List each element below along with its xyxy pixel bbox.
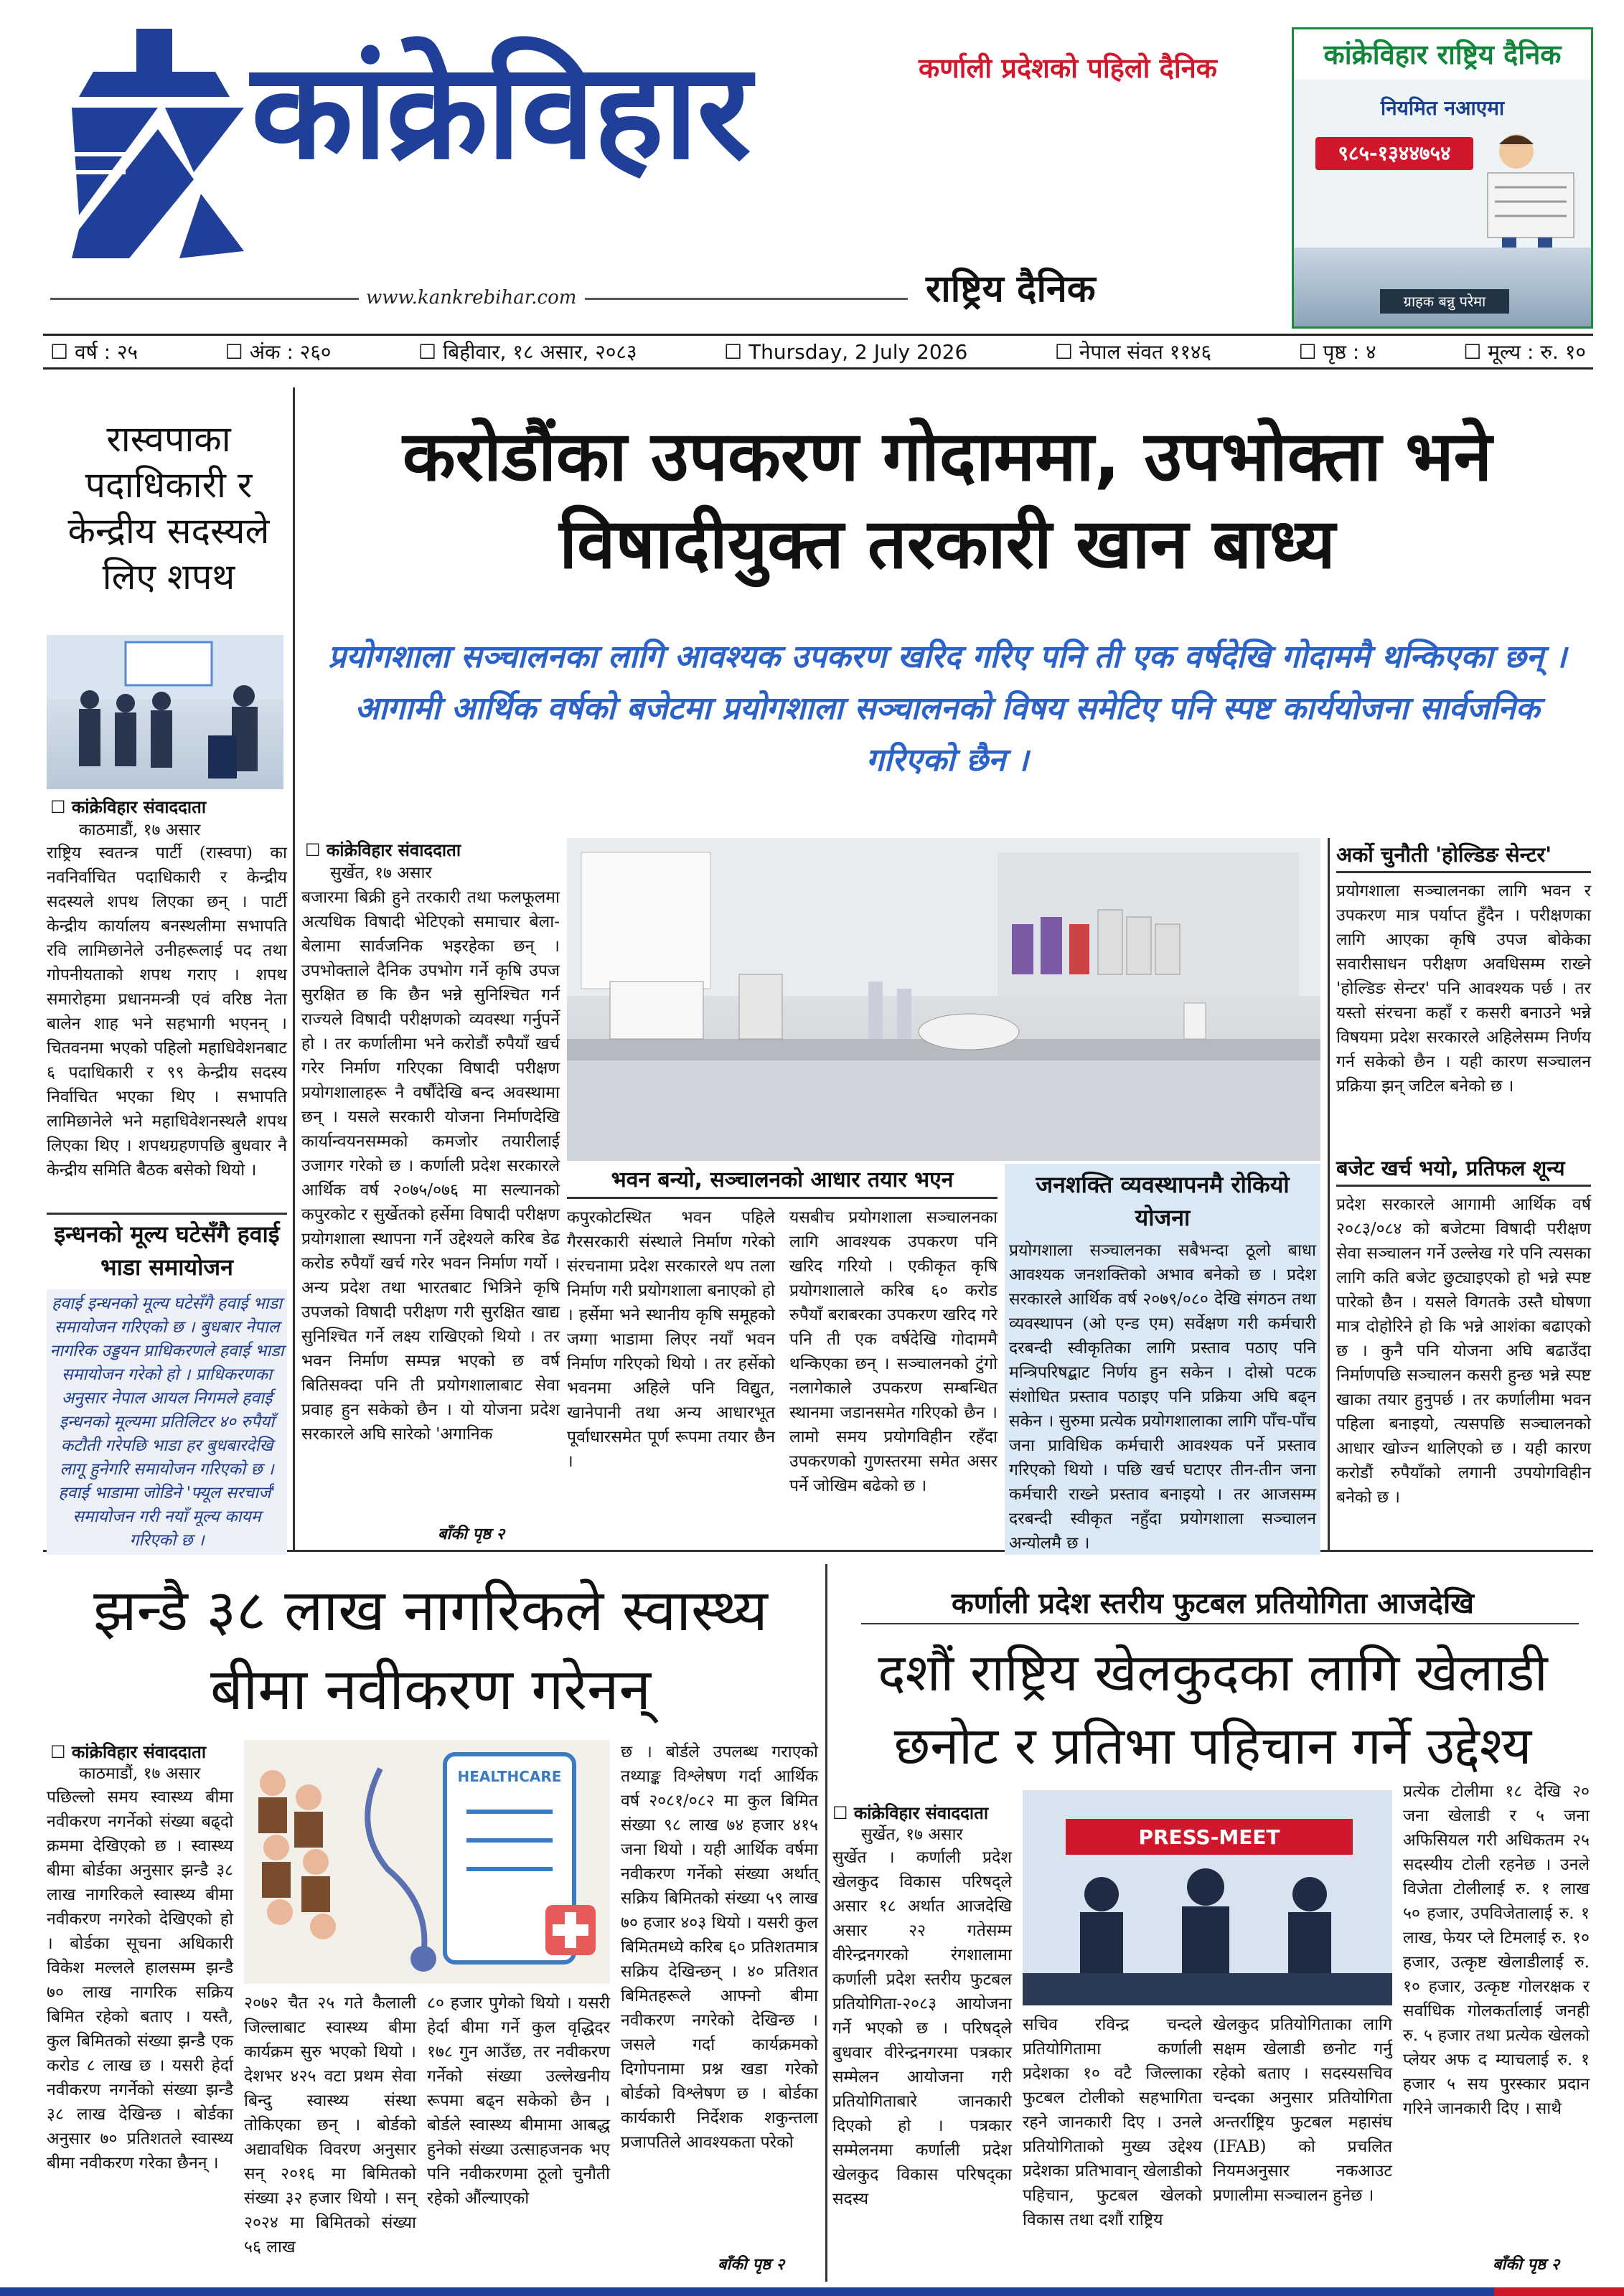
football-dateline: सुर्खेत, १७ असार [861, 1825, 963, 1844]
insurance-dateline: काठमाडौं, १७ असार [79, 1764, 201, 1783]
building-box-col1: कपुरकोटस्थित भवन पहिले गैरसरकारी संस्थाले निर्माण गरेको संरचनामा प्रदेश सरकारले थप तला निर्माण गरी प्रयोगशाला बनाएको हो । हर्सेमा भने स्थानीय कृषि समूहको जग्गा भाडामा लिएर नयाँ भवन निर्माण गरिएको थियो । तर हर्सेको भवनमा अहिले पनि विद्युत, खानेपानी तथा अन्य आधारभूत पूर्वाधारसमेत पूर्ण रूपमा तयार छैन । [567, 1208, 775, 1471]
lead-intro: प्रयोगशाला सञ्चालनका लागि आवश्यक उपकरण खरिद गरिए पनि ती एक वर्षदेखि गोदाममै थन्किएका छन् । आगामी आर्थिक वर्षको बजेटमा प्रयोगशाला सञ्चालनको विषय समेटिए पनि स्पष्ट कार्ययोजना सार्वजनिक गरिएको छैन । [328, 639, 1567, 778]
divider [861, 1623, 1579, 1624]
press-meet-banner: PRESS-MEET [1138, 1825, 1280, 1849]
football-column-4: प्रत्येक टोलीमा १८ देखि २० जना खेलाडी र ५ जना अफिसियल गरी अधिकतम २५ सदस्यीय टोली रहनेछ । उनले विजेता टोलीलाई रु. १ लाख ५० हजार, उपविजेतालाई रु. १ लाख, फेयर प्ले टिमलाई रु. १० हजार, उत्कृष्ट खेलाडीलाई रु. १० हजार, उत्कृष्ट गोलरक्षक र सर्वाधिक गोलकर्तालाई जनही रु. ५ हजार तथा प्रत्येक खेलको प्लेयर अफ द म्याचलाई रु. १ हजार ५ सय पुरस्कार प्रदान गरिने जानकारी दिए । साथै [1403, 1782, 1590, 2118]
ad-subtitle: नियमित नआएमा [1380, 96, 1505, 120]
column-divider [293, 387, 295, 1550]
laboratory-photo [567, 838, 1320, 1161]
budget-box [1336, 1152, 1591, 1550]
issue-info-bar [43, 334, 1593, 370]
masthead-subtitle: राष्ट्रिय दैनिक [926, 268, 1096, 311]
football-continued[interactable]: बाँकी पृष्ठ २ [1493, 2256, 1560, 2274]
football-kicker: कर्णाली प्रदेश स्तरीय फुटबल प्रतियोगिता आजदेखि [952, 1587, 1474, 1620]
masthead-name: कांक्रेविहार [251, 34, 750, 189]
fuel-box-body: हवाई इन्धनको मूल्य घटेसँगै हवाई भाडा समायोजन गरिएको छ । बुधबार नेपाल नागरिक उड्डयन प्राधिकरणले हवाई भाडा समायोजन गरेको हो । प्राधिकरणका अनुसार नेपाल आयल निगमले हवाई इन्धनको मूल्यमा प्रतिलिटर ४० रुपैयाँ कटौती गरेपछि भाडा हर बुधबारदेखि लागू हुनेगरि समायोजन गरिएको छ । हवाई भाडामा जोडिने 'फ्यूल सरचार्ज' समायोजन गरी नयाँ मूल्य कायम गरिएको छ । [47, 1289, 287, 1555]
insurance-column-4: छ । बोर्डले उपलब्ध गराएको तथ्याङ्क विश्लेषण गर्दा आर्थिक वर्ष २०८१/०८२ मा कुल बिमित संख्या ९८ लाख ७४ हजार ४१५ जना थियो । यही आर्थिक वर्षमा नवीकरण गर्नेको संख्या अर्थात् सक्रिय बिमितको संख्या ५९ लाख ७० हजार ४०३ थियो । यसरी कुल बिमितमध्ये करिब ६० प्रतिशतमात्र सक्रिय देखिन्छन् । ४० प्रतिशत बिमितहरूले आफ्नो बीमा नवीकरण नगरेको देखिन्छ । जसले गर्दा कार्यक्रमको दिगोपनामा प्रश्न खडा गरेको बोर्डको विश्लेषण छ । बोर्डका कार्यकारी निर्देशक शकुन्तला प्रजापतिले आवश्यकता परेको [621, 1743, 818, 2152]
insurance-continued[interactable]: बाँकी पृष्ठ २ [718, 2256, 785, 2274]
left-story-headline[interactable]: रास्वपाका पदाधिकारी र केन्द्रीय सदस्यले लिए शपथ [67, 418, 270, 598]
logo-emblem [50, 29, 258, 265]
masthead-tagline: कर्णाली प्रदेशको पहिलो दैनिक [919, 52, 1217, 84]
budget-box-headline[interactable]: बजेट खर्च भयो, प्रतिफल शून्य [1336, 1152, 1591, 1187]
lead-headline[interactable]: करोडौंका उपकरण गोदाममा, उपभोक्ता भने विषादीयुक्त तरकारी खान बाध्य [402, 416, 1493, 584]
nepal-samvat: ☐ नेपाल संवत ११४६ [1055, 338, 1211, 365]
price: ☐ मूल्य : रु. १० [1463, 338, 1586, 365]
football-column-3: खेलकुद प्रतियोगिताका लागि सक्षम खेलाडी छनोट गर्नु रहेको बताए । सदस्यसचिव चन्दका अनुसार प्रतियोगिता अन्तर्राष्ट्रिय फुटबल महासंघ (IFAB) को प्रचलित नियमअनुसार नकआउट प्रणालीमा सञ्चालन हुनेछ । [1213, 2015, 1392, 2205]
insurance-column-3: ८० हजार पुगेको थियो । यसरी हेर्दा बीमा गर्ने कुल वृद्धिदर १७८ गुन आउँछ, तर नवीकरण गर्नेको संख्या उल्लेखनीय रूपमा बढ्न सकेको छैन । बोर्डले स्वास्थ्य बीमामा आबद्ध हुनेको संख्या उत्साहजनक भए पनि नवीकरणमा ठूलो चुनौती रहेको औंल्याएको [427, 1994, 610, 2208]
budget-box-body: प्रदेश सरकारले आगामी आर्थिक वर्ष २०८३/०८४ को बजेटमा विषादी परीक्षण सेवा सञ्चालन गर्ने उल्लेख गरे पनि त्यसका लागि कति बजेट छुट्याइएको हो भन्ने स्पष्ट पारेको छैन । यसले विगतके उस्तै घोषणा मात्र दोहोरिने हो कि भन्ने आशंका बढाएको छ । कुनै पनि योजना अघि बढाउँदा निर्माणपछि सञ्चालन कसरी हुन्छ भन्ने स्पष्ट खाका तयार हुनुपर्छ । तर कर्णालीमा भवन पहिला बनाइयो, त्यसपछि सञ्चालनको आधार खोज्न थालिएको छ । यही कारण करोडौं रुपैयाँको लगानी उपयोगविहीन बनेको छ । [1336, 1195, 1591, 1507]
footer-bar [0, 2287, 1624, 2296]
page-number: ☐ पृष्ठ : ४ [1299, 338, 1376, 365]
left-story-body: राष्ट्रिय स्वतन्त्र पार्टी (रास्वपा) का नवनिर्वाचित पदाधिकारी र केन्द्रीय सदस्यले शपथ लिएका छन् । पार्टी केन्द्रीय कार्यालय बनस्थलीमा सभापति रवि लामिछानेले उनीहरूलाई पद तथा गोपनीयताको शपथ गराए । शपथ समारोहमा प्रधानमन्त्री एवं वरिष्ठ नेता बालेन शाह भने सहभागी भएनन् । चितवनमा भएको पहिलो महाधिवेशनबाट ६ पदाधिकारी र ९९ केन्द्रीय सदस्य निर्वाचित भएका थिए । सभापति लामिछानेले भने महाधिवेशनस्थलै शपथ लिएका थिए । शपथग्रहणपछि बुधवार नै केन्द्रीय समिति बैठक बसेको थियो । [47, 844, 287, 1180]
football-column-2: सचिव रविन्द्र चन्दले प्रतियोगितामा कर्णाली प्रदेशका १० वटै जिल्लाका फुटबल टोलीको सहभागिता रहने जानकारी दिए । उनले प्रतियोगिताको मुख्य उद्देश्य प्रदेशका प्रतिभावान् खेलाडीको पहिचान, फुटबल खेलको विकास तथा दशौं राष्ट्रिय [1023, 2015, 1202, 2229]
lead-column-1: बजारमा बिक्री हुने तरकारी तथा फलफूलमा अत्यधिक विषादी भेटिएको समाचार बेला-बेलामा सार्वजनिक भइरहेका छन् । उपभोक्ताले दैनिक उपभोग गर्ने कृषि उपज सुरक्षित छ कि छैन भन्ने सुनिश्चित गर्न राज्यले विषादी परीक्षणको व्यवस्था गर्नुपर्ने हो । तर कर्णालीमा भने करोडौं रुपैयाँ खर्च गरेर निर्माण गरिएका विषादी परीक्षण प्रयोगशालाहरू नै वर्षौंदेखि बन्द अवस्थामा छन् । यसले सरकारी योजना निर्माणदेखि कार्यान्वयनसम्मको कमजोर तयारीलाई उजागर गरेको छ । कर्णाली प्रदेश सरकारले आर्थिक वर्ष २०७५/०७६ मा सल्यानको कपुरकोट र सुर्खेतको हर्सेमा विषादी परीक्षण प्रयोगशाला स्थापना गर्ने उद्देश्यले करिब डेढ करोड रुपैयाँ खर्च गरेर भवन निर्माण गर्यो । अन्य प्रदेश तथा भारतबाट भित्रिने कृषि उपजको विषादी परीक्षण गरी सुरक्षित खाद्य सुनिश्चित गर्ने लक्ष्य राखिएको थियो । तर भवन निर्माण सम्पन्न भएको छ वर्ष बितिसक्दा पनि ती प्रयोगशालाबाट सेवा प्रवाह हुन सकेको छैन । यो योजना प्रदेश सरकारले अघि सारेको 'अगानिक [301, 888, 560, 1444]
staff-box [1005, 1164, 1320, 1555]
holding-box-headline[interactable]: अर्को चुनौती 'होल्डिङ सेन्टर' [1336, 838, 1591, 873]
staff-box-headline[interactable]: जनशक्ति व्यवस्थापनमै रोकियो योजना [1036, 1171, 1290, 1231]
ad-phone: ९८५-१३४४७५४ [1315, 137, 1473, 170]
fuel-box [47, 1213, 287, 1557]
building-box [567, 1164, 998, 1555]
lead-continued[interactable]: बाँकी पृष्ठ २ [438, 1525, 505, 1543]
issue-number: ☐ अंक : २६० [225, 338, 332, 365]
insurance-column-1: पछिल्लो समय स्वास्थ्य बीमा नवीकरण नगर्नेको संख्या बढ्दो क्रममा देखिएको छ । स्वास्थ्य बीमा बोर्डका अनुसार झन्डै ३८ लाख नागरिकले स्वास्थ्य बीमा नवीकरण नगरेको देखिएको हो । बोर्डका सूचना अधिकारी विकेश मल्लले हालसम्म झन्डै ७० लाख नागरिक सक्रिय बिमित रहेको बताए । यस्तै, कुल बिमितको संख्या झन्डै एक करोड ८ लाख छ । यसरी हेर्दा नवीकरण नगर्नेको संख्या झन्डै ३८ लाख देखिन्छ । बोर्डका अनुसार ७० प्रतिशतले स्वास्थ्य बीमा नवीकरण गरेका छैनन् । [47, 1788, 233, 2173]
lead-dateline: सुर्खेत, १७ असार [330, 864, 432, 883]
subscription-ad[interactable] [1292, 27, 1593, 329]
column-divider [825, 1564, 827, 2282]
oath-ceremony-photo [47, 635, 283, 789]
football-headline[interactable]: दशौं राष्ट्रिय खेलकुदका लागि खेलाडी छनोट र प्रतिभा पहिचान गर्ने उद्देश्य [878, 1642, 1548, 1776]
staff-box-body: प्रयोगशाला सञ्चालनका सबैभन्दा ठूलो बाधा आवश्यक जनशक्तिको अभाव बनेको छ । प्रदेश सरकारले आर्थिक वर्ष २०७९/०८० देखि संगठन तथा व्यवस्थापन (ओ एन्ड एम) सर्वेक्षण गरी कर्मचारी दरबन्दी स्वीकृतिका लागि प्रस्ताव पठाए पनि मन्त्रिपरिषद्बाट निर्णय हुन सकेन । दोस्रो पटक संशोधित प्रस्ताव पठाइए पनि प्रक्रिया अघि बढ्न सकेन । सुरुमा प्रत्येक प्रयोगशालाका लागि पाँच-पाँच जना प्राविधिक कर्मचारी आवश्यक पर्ने प्रस्ताव गरिएको थियो । पछि खर्च घटाएर तीन-तीन जना कर्मचारी राख्ने प्रस्ताव बनाइयो । तर आजसम्म दरबन्दी स्वीकृत नहुँदा प्रयोगशाला सञ्चालन अन्योलमै छ । [1009, 1241, 1316, 1553]
building-box-col2: यसबीच प्रयोगशाला सञ्चालनका लागि आवश्यक उपकरण पनि खरिद गरियो । एकीकृत कृषि प्रयोगशालाले करिब ६० करोड रुपैयाँ बराबरका उपकरण खरिद गरे पनि ती एक वर्षदेखि गोदाममै थन्किएका छन् । सञ्चालनको टुंगो नलागेकाले उपकरण सम्बन्धित स्थानमा जडानसमेत गरिएको छैन । लामो समय प्रयोगविहीन रहँदा उपकरणको गुणस्तरमा समेत असर पर्ने जोखिम बढेको छ । [789, 1208, 998, 1495]
left-story-byline: ☐ कांक्रेविहार संवाददाता [50, 795, 206, 819]
left-story-dateline: काठमाडौं, १७ असार [79, 821, 201, 839]
divider [50, 298, 359, 300]
press-meet-photo [1023, 1790, 1392, 2005]
date-english: ☐ Thursday, 2 July 2026 [724, 340, 967, 364]
holding-box-body: प्रयोगशाला सञ्चालनका लागि भवन र उपकरण मात्र पर्याप्त हुँदैन । परीक्षणका लागि आएका कृषि उपज बोकेका सवारीसाधन परीक्षण अवधिसम्म राख्ने 'होल्डिङ सेन्टर' पनि आवश्यक पर्छ । तर यस्तो संरचना कहाँ र कसरी बनाउने भन्ने विषयमा प्रदेश सरकारले अहिलेसम्म निर्णय गर्न सकेको छैन । यही कारण सञ्चालन प्रक्रिया झन् जटिल बनेको छ । [1336, 882, 1591, 1096]
ad-landscape [1294, 248, 1591, 326]
fuel-box-headline[interactable]: इन्धनको मूल्य घटेसँगै हवाई भाडा समायोजन [47, 1213, 287, 1284]
year: ☐ वर्ष : २५ [50, 338, 138, 365]
building-box-headline[interactable]: भवन बन्यो, सञ्चालनको आधार तयार भएन [567, 1164, 998, 1199]
holding-box [1336, 838, 1591, 1147]
column-divider [1328, 838, 1330, 1552]
healthcare-illustration [244, 1740, 610, 1984]
insurance-byline: ☐ कांक्रेविहार संवाददाता [50, 1740, 206, 1764]
date-nepali: ☐ बिहीवार, १८ असार, २०८३ [418, 338, 637, 365]
ad-footer: ग्राहक बन्नु परेमा [1380, 289, 1509, 314]
website-link[interactable]: www.kankrebihar.com [366, 287, 577, 309]
healthcare-label: HEALTHCARE [457, 1768, 562, 1785]
ad-title: कांक्रेविहार राष्ट्रिय दैनिक [1294, 29, 1591, 80]
football-byline: ☐ कांक्रेविहार संवाददाता [832, 1801, 988, 1825]
insurance-column-2: २०७२ चैत २५ गते कैलाली जिल्लाबाट स्वास्थ्य बीमा कार्यक्रम सुरु भएको थियो । देशभर ४२५ वटा प्रथम सेवा बिन्दु स्वास्थ्य संस्था तोकिएका छन् । बोर्डको अद्यावधिक विवरण अनुसार सन् २०१६ मा बिमितको संख्या ३२ हजार थियो । सन् २०२४ मा बिमितको संख्या ५६ लाख [244, 1994, 416, 2257]
lead-byline: ☐ कांक्रेविहार संवाददाता [305, 838, 461, 862]
divider [585, 298, 908, 300]
football-column-1: सुर्खेत । कर्णाली प्रदेश खेलकुद विकास परिषद्ले असार १८ अर्थात आजदेखि असार २२ गतेसम्म वीरेन्द्रनगरको रंगशालामा कर्णाली प्रदेश स्तरीय फुटबल प्रतियोगिता-२०८३ आयोजना गर्ने भएको छ । परिषद्ले बुधवार वीरेन्द्रनगरमा पत्रकार सम्मेलन आयोजना गरी प्रतियोगिताबारे जानकारी दिएको हो । पत्रकार सम्मेलनमा कर्णाली प्रदेश खेलकुद विकास परिषद्का सदस्य [832, 1848, 1012, 2208]
insurance-headline[interactable]: झन्डै ३८ लाख नागरिकले स्वास्थ्य बीमा नवीकरण गरेनन् [93, 1577, 768, 1723]
